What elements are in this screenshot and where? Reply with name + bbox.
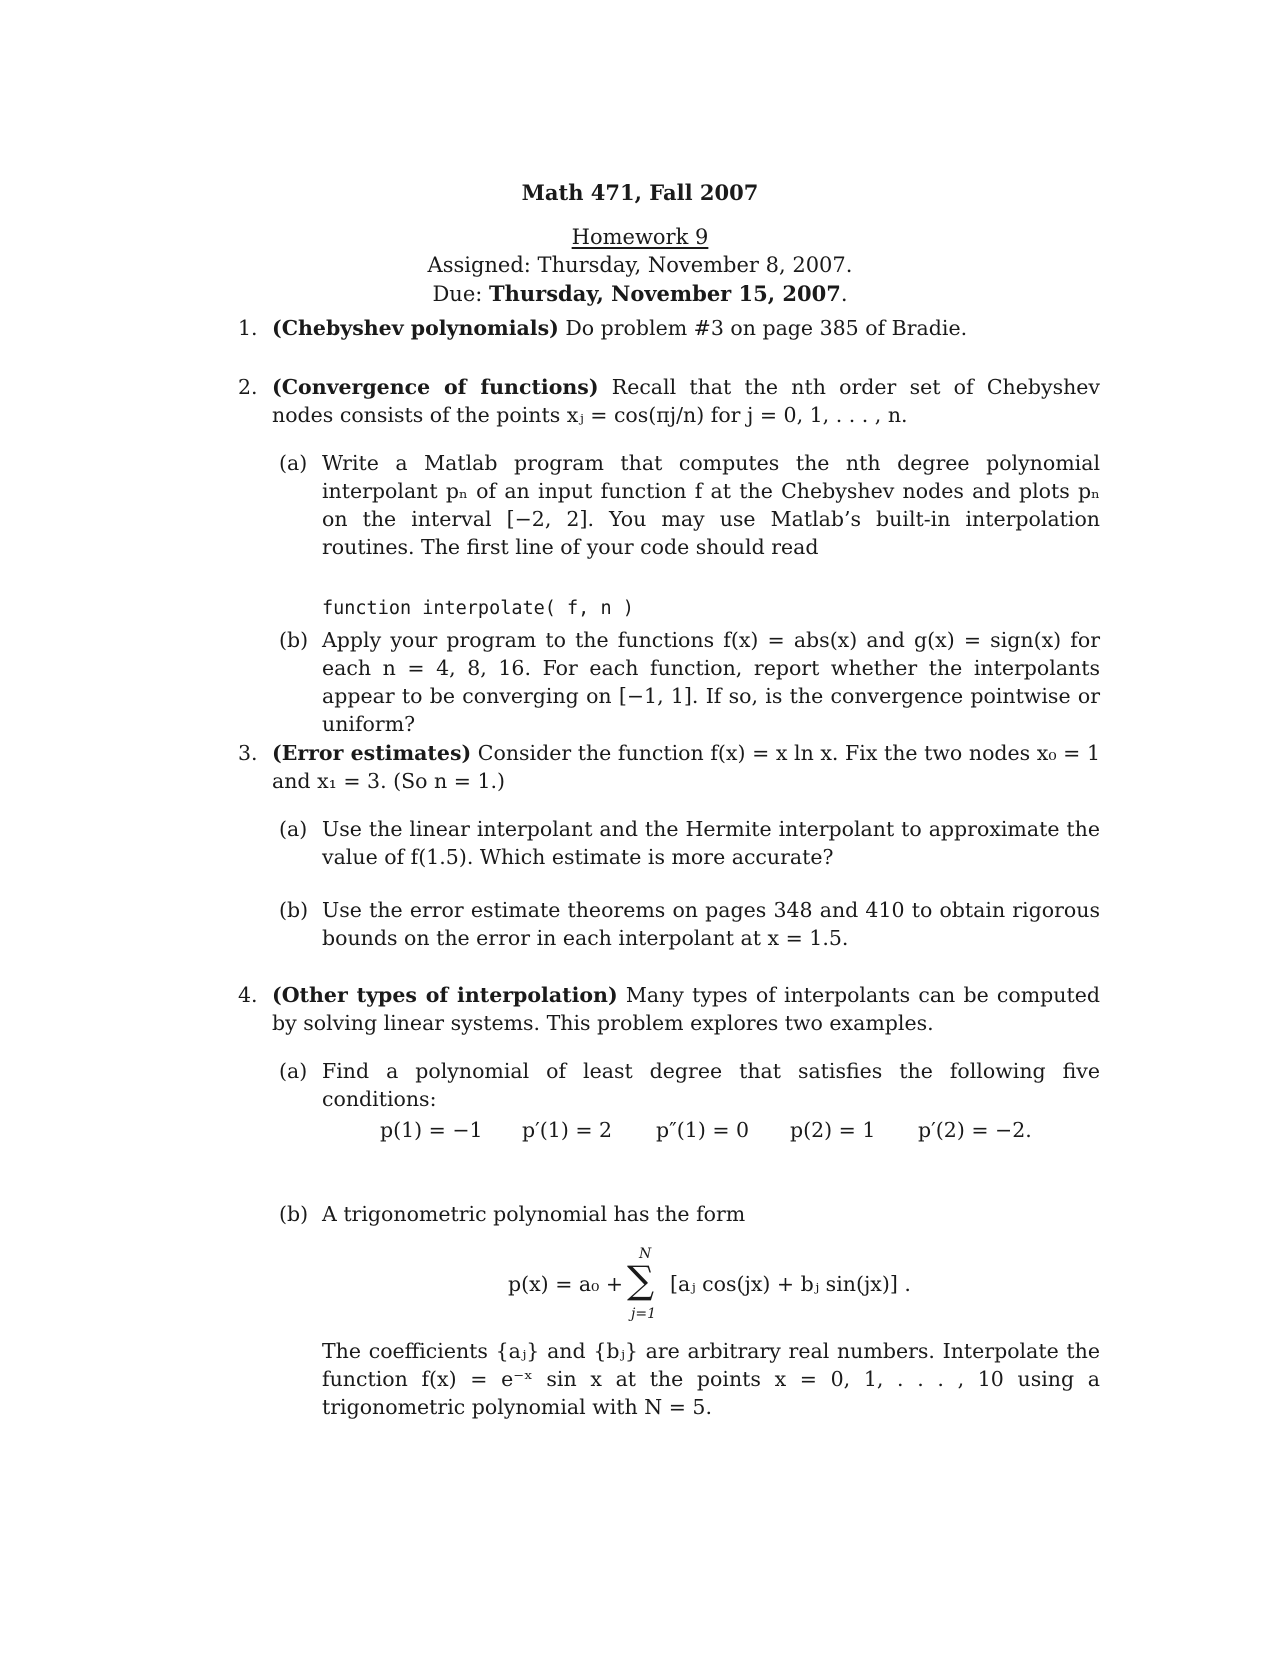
problem-title: (Error estimates): [272, 741, 472, 765]
condition: p′(1) = 2: [522, 1118, 613, 1142]
problem-text: Consider the function f(x) = x ln x. Fix the two nodes x₀ = 1 and x₁ = 3. (So n = 1.): [272, 741, 1100, 793]
problem-number: 3.: [238, 741, 258, 765]
subpart-text: A trigonometric polynomial has the form: [322, 1202, 746, 1226]
problem-3b: [279, 896, 1100, 952]
formula-rhs: [aⱼ cos(jx) + bⱼ sin(jx)] .: [670, 1272, 911, 1296]
closing-text: The coefficients {aⱼ} and {bⱼ} are arbitrary real numbers. Interpolate the function f(x) = e⁻ˣ sin x at the points x = 0, 1, . . . , 10 using a trigonometric polynomial with N = 5.: [322, 1339, 1100, 1419]
assigned-date: Assigned: Thursday, November 8, 2007.: [427, 253, 853, 277]
problem-text: Many types of interpolants can be computed by solving linear systems. This problem explores two examples.: [272, 983, 1101, 1035]
subpart-label: (a): [279, 817, 308, 841]
condition: p(1) = −1: [380, 1118, 483, 1142]
due-line: Due: Thursday, November 15, 2007.: [432, 281, 848, 306]
subpart-text: Find a polynomial of least degree that satisfies the following five conditions:: [322, 1059, 1100, 1111]
condition: p′(2) = −2.: [918, 1118, 1032, 1142]
subpart-label: (b): [279, 898, 309, 922]
problem-2b: [279, 626, 1100, 738]
homework-header: [0, 225, 1280, 309]
subpart-label: (a): [279, 451, 308, 475]
problem-2a: [279, 449, 1100, 561]
problem-number: 1.: [238, 316, 258, 340]
homework-title: Homework 9: [571, 225, 709, 249]
subpart-label: (b): [279, 1202, 309, 1226]
subpart-text: Use the linear interpolant and the Hermite interpolant to approximate the value of f(1.5). Which estimate is more accurate?: [322, 817, 1100, 869]
formula-lhs: p(x) = a₀ +: [508, 1272, 624, 1296]
problem-4b-closing: [279, 1337, 1100, 1421]
problem-1: [238, 314, 1100, 342]
subpart-label: (b): [279, 628, 309, 652]
problem-text: Do problem #3 on page 385 of Bradie.: [558, 316, 968, 340]
sum-lower-limit: j=1: [631, 1306, 656, 1322]
problem-3a: [279, 815, 1100, 871]
subpart-label: (a): [279, 1059, 308, 1083]
problem-4b: [279, 1200, 1100, 1228]
summation-icon: ∑: [627, 1258, 655, 1302]
problem-3: [238, 739, 1100, 795]
condition: p″(1) = 0: [656, 1118, 750, 1142]
course-title: Math 471, Fall 2007: [521, 180, 759, 205]
subpart-text: Write a Matlab program that computes the nth degree polynomial interpolant pₙ of an input function f at the Chebyshev nodes and plots pₙ on the interval [−2, 2]. You may use Matlab’s built-in interpolation routines. The first line of your code should read: [322, 451, 1100, 559]
problem-2: [238, 373, 1100, 429]
problem-title: (Other types of interpolation): [272, 983, 618, 1007]
problem-title: (Convergence of functions): [272, 375, 599, 399]
problem-text: Recall that the nth order set of Chebyshev nodes consists of the points xⱼ = cos(πj/n) for j = 0, 1, . . . , n.: [272, 375, 1101, 427]
problem-4: [238, 981, 1100, 1037]
condition: p(2) = 1: [790, 1118, 876, 1142]
due-date: Thursday, November 15, 2007: [489, 281, 841, 306]
code-line: function interpolate( f, n ): [322, 598, 634, 619]
subpart-text: Apply your program to the functions f(x) = abs(x) and g(x) = sign(x) for each n = 4, 8, 16. For each function, report whether the interpolants appear to be converging on [−1, 1]. If so, is the convergence pointwise or uniform?: [322, 628, 1100, 736]
subpart-text: Use the error estimate theorems on pages 348 and 410 to obtain rigorous bounds on the error in each interpolant at x = 1.5.: [322, 898, 1100, 950]
problem-number: 2.: [238, 375, 258, 399]
sum-upper-limit: N: [639, 1246, 652, 1262]
problem-4a: [279, 1057, 1100, 1113]
problem-title: (Chebyshev polynomials): [272, 316, 559, 340]
problem-number: 4.: [238, 983, 258, 1007]
